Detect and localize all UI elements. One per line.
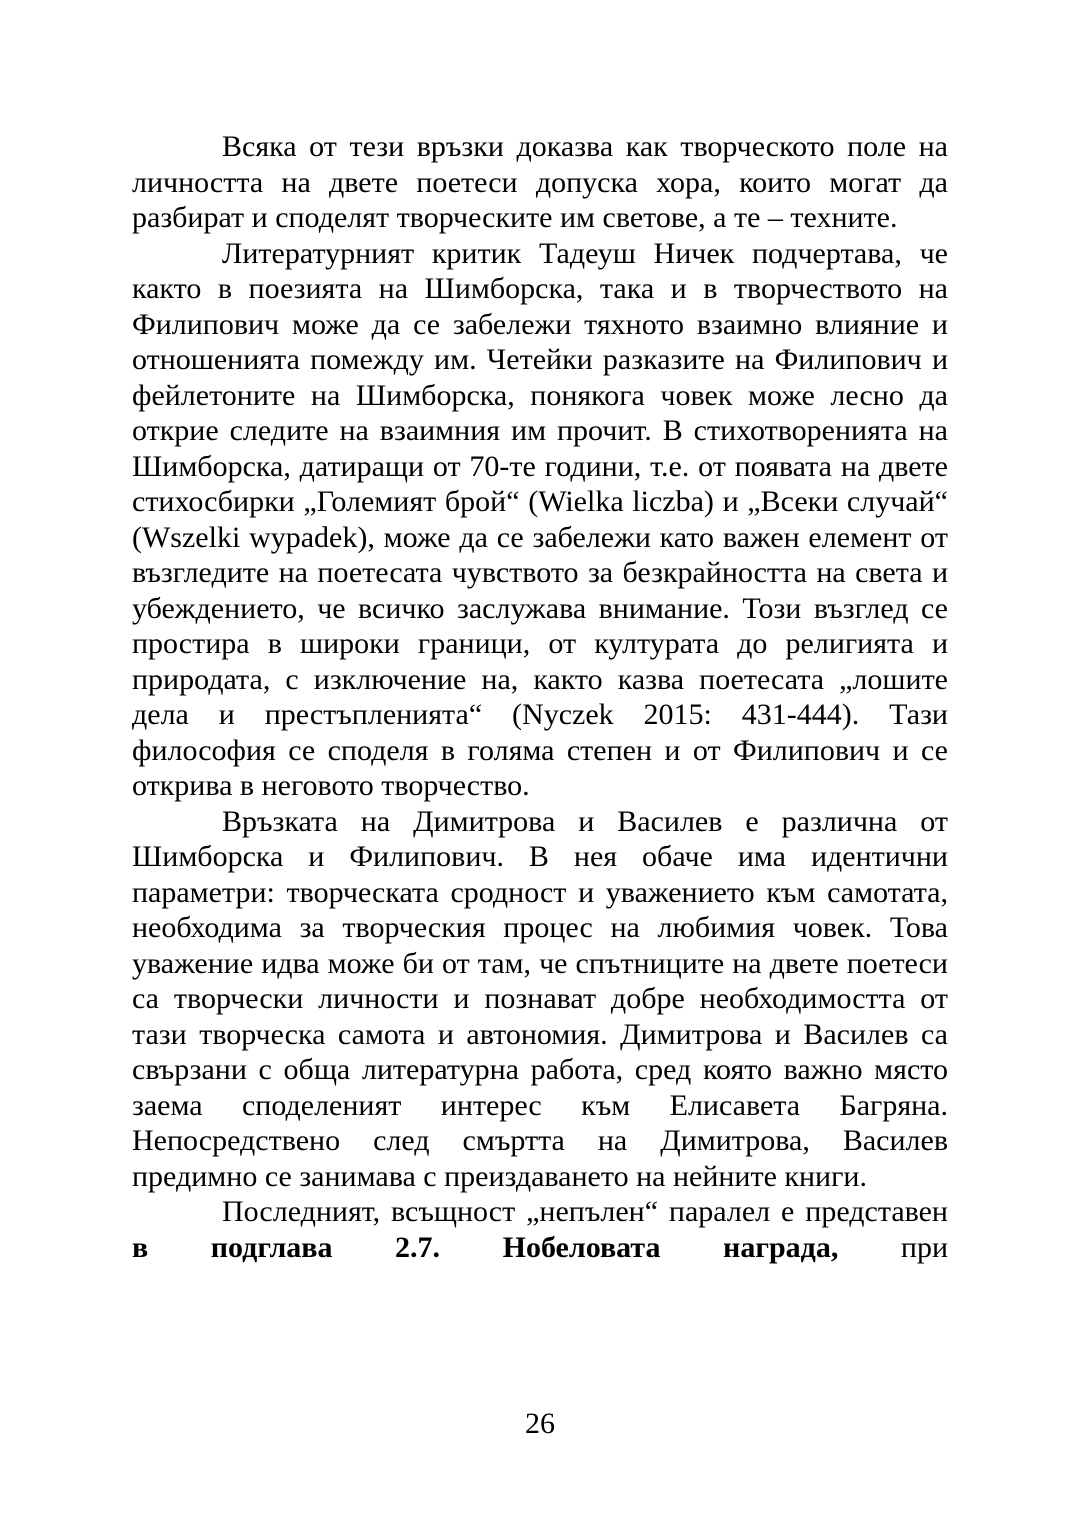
paragraph-4 — [132, 1194, 948, 1265]
paragraph-4-tail: при — [838, 1230, 948, 1264]
paragraph-2: Литературният критик Тадеуш Ничек подчертава, че както в поезията на Шимборска, така и в творчеството на Филипович може да се забележи тяхното взаимно влияние и отношенията помежду им. Четейки разказите на Филипович и фейлетоните на Шимборска, понякога човек може лесно да открие следите на взаимния им прочит. В стихотворенията на Шимборска, датиращи от 70-те години, т.е. от появата на двете стихосбирки „Големият брой“ (Wielka liczba) и „Всеки случай“ (Wszelki wypadek), може да се забележи като важен елемент от възгледите на поетесата чувството за безкрайността на света и убеждението, че всичко заслужава внимание. Този възглед се простира в широки граници, от културата до религията и природата, с изключение на, както казва поетесата „лошите дела и престъпленията“ (Nyczek 2015: 431-444). Тази философия се споделя в голяма степен и от Филипович и се открива в неговото творчество. — [132, 236, 948, 802]
page-number: 26 — [525, 1407, 555, 1440]
body-text — [132, 129, 948, 1265]
paragraph-1: Всяка от тези връзки доказва как творческото поле на личността на двете поетеси допуска хора, които могат да разбират и споделят творческите им светове, а те – техните. — [132, 130, 948, 234]
paragraph-3: Връзката на Димитрова и Василев е различна от Шимборска и Филипович. В нея обаче има идентични параметри: творческата сродност и уважението към самотата, необходима за творческия процес на любимия човек. Това уважение идва може би от там, че спътниците на двете поетеси са творчески личности и познават добре необходимостта от тази творческа самота и автономия. Димитрова и Василев са свързани с обща литературна работа, сред която важно място заема споделеният интерес към Елисавета Багряна. Непосредствено след смъртта на Димитрова, Василев предимно се занимава с преиздаването на нейните книги. — [132, 804, 948, 1193]
subchapter-reference: в подглава 2.7. Нобеловата награда, — [132, 1230, 839, 1264]
paragraph-4-lead: Последният, всъщност „непълен“ паралел е представен — [222, 1195, 948, 1228]
